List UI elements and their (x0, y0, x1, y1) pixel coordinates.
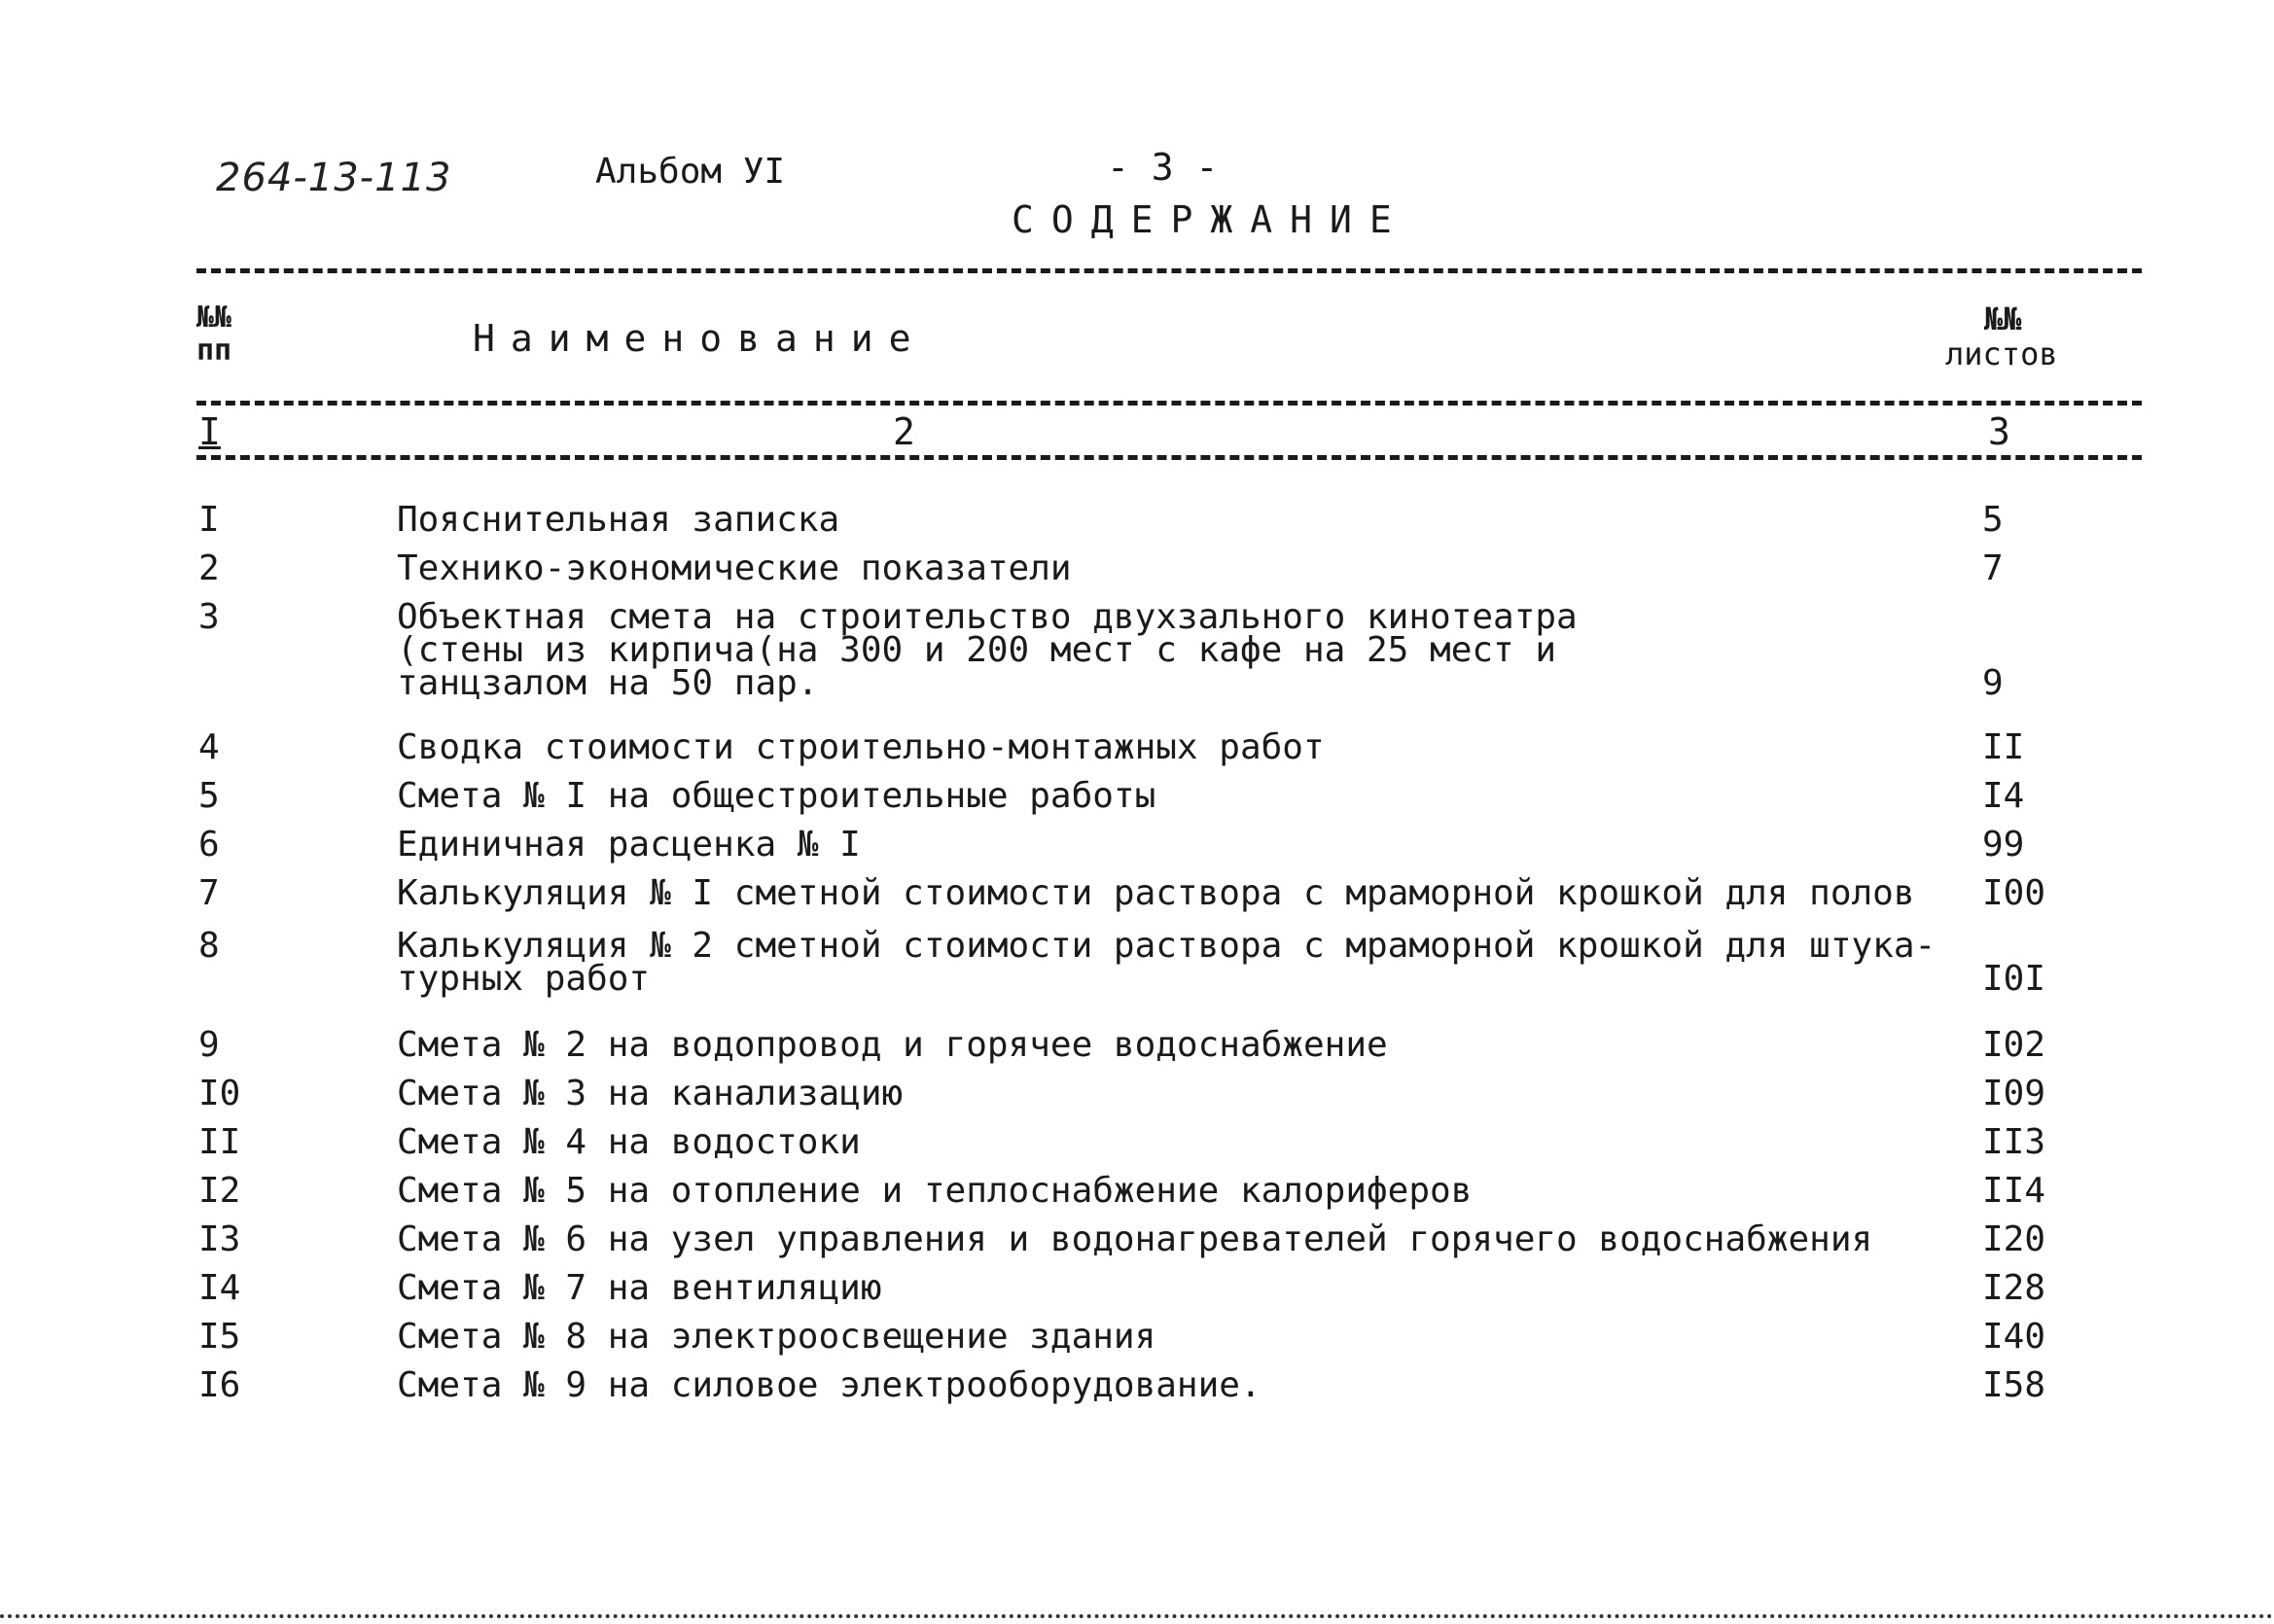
row-title-line: Технико-экономические показатели (397, 548, 1072, 588)
row-title (397, 597, 1914, 703)
divider-top (196, 268, 2142, 273)
row-title (397, 926, 1936, 999)
row-title (397, 548, 1914, 588)
row-sheet-number: I4 (1982, 776, 2025, 816)
row-number: 8 (198, 926, 220, 966)
column-header-sheets-line1: №№ (1984, 300, 2022, 337)
row-number: 5 (198, 776, 220, 816)
row-sheet-number: II3 (1982, 1122, 2046, 1162)
album-label: Альбом УI (595, 152, 786, 192)
row-sheet-number: I0I (1982, 959, 2046, 999)
row-title (397, 1219, 1914, 1259)
page-number: - 3 - (1107, 146, 1219, 189)
row-sheet-number: I58 (1982, 1365, 2046, 1405)
row-title-line: Объектная смета на строительство двухзального кинотеатра (397, 597, 1578, 637)
row-sheet-number: I02 (1982, 1025, 2046, 1065)
row-title-line: Калькуляция № I сметной стоимости раствора с мраморной крошкой для полов (397, 873, 1915, 913)
row-title (397, 1365, 1914, 1405)
row-sheet-number: I28 (1982, 1268, 2046, 1308)
row-title-line: Калькуляция № 2 сметной стоимости раствора с мраморной крошкой для штука- (397, 926, 1936, 966)
column-number-3: 3 (1984, 410, 2014, 453)
row-title (397, 727, 1914, 767)
row-number: I4 (198, 1268, 241, 1308)
row-title (397, 500, 1914, 540)
column-header-number (196, 301, 255, 368)
row-title (397, 1268, 1914, 1308)
row-title (397, 873, 1915, 913)
row-title-line: Пояснительная записка (397, 500, 840, 540)
page-title: СОДЕРЖАНИЕ (1012, 198, 1409, 241)
column-header-name: Наименование (473, 317, 927, 360)
row-title-line: (стены из кирпича(на 300 и 200 мест с кафе на 25 мест и (397, 630, 1557, 670)
row-number: 7 (198, 873, 220, 913)
row-title (397, 825, 1914, 865)
row-number: II (198, 1122, 241, 1162)
row-title-line: Сводка стоимости строительно-монтажных работ (397, 727, 1325, 767)
row-sheet-number: 5 (1982, 500, 2004, 540)
row-number: I3 (198, 1219, 241, 1259)
column-number-1: I (195, 410, 225, 453)
row-title-line: Единичная расценка № I (397, 825, 861, 865)
row-sheet-number: II4 (1982, 1171, 2046, 1211)
row-title-line: Смета № 5 на отопление и теплоснабжение калориферов (397, 1171, 1473, 1211)
row-sheet-number: I09 (1982, 1074, 2046, 1113)
row-sheet-number: 99 (1982, 825, 2025, 865)
row-title (397, 1171, 1914, 1211)
row-number: I6 (198, 1365, 241, 1405)
row-title-line: Смета № 7 на вентиляцию (397, 1268, 882, 1308)
row-number: I5 (198, 1317, 241, 1357)
row-title (397, 1025, 1914, 1065)
row-number: 6 (198, 825, 220, 865)
column-number-2: 2 (889, 410, 919, 453)
row-title-line: Смета № 2 на водопровод и горячее водоснабжение (397, 1025, 1388, 1065)
row-sheet-number: I20 (1982, 1219, 2046, 1259)
column-header-sheets (1945, 301, 2081, 371)
row-title (397, 1074, 1914, 1113)
column-header-number-line2: пп (196, 334, 232, 368)
row-title-line: Смета № 3 на канализацию (397, 1074, 904, 1113)
row-title-line: Смета № 8 на электроосвещение здания (397, 1317, 1156, 1357)
row-sheet-number: 7 (1982, 548, 2004, 588)
row-number: I (198, 500, 220, 540)
row-title-line: турных работ (397, 959, 651, 999)
row-number: I0 (198, 1074, 241, 1113)
row-number: 3 (198, 597, 220, 637)
row-title-line: Смета № 6 на узел управления и водонагревателей горячего водоснабжения (397, 1219, 1873, 1259)
row-title-line: Смета № I на общестроительные работы (397, 776, 1156, 816)
column-header-sheets-line2: листов (1945, 335, 2058, 372)
row-sheet-number: II (1982, 727, 2025, 767)
divider-header (196, 401, 2142, 406)
row-title (397, 776, 1914, 816)
row-title (397, 1317, 1914, 1357)
row-title-line: Смета № 9 на силовое электрооборудование. (397, 1365, 1261, 1405)
row-number: 4 (198, 727, 220, 767)
row-number: 2 (198, 548, 220, 588)
row-number: 9 (198, 1025, 220, 1065)
row-title-line: Смета № 4 на водостоки (397, 1122, 861, 1162)
scan-edge-border (0, 1614, 2274, 1618)
divider-column-numbers (196, 455, 2142, 460)
row-sheet-number: I40 (1982, 1317, 2046, 1357)
column-header-number-line1: №№ (196, 300, 232, 335)
row-title-line: танцзалом на 50 пар. (397, 663, 819, 703)
row-sheet-number: I00 (1982, 873, 2046, 913)
document-code: 264-13-113 (216, 156, 452, 200)
row-number: I2 (198, 1171, 241, 1211)
row-sheet-number: 9 (1982, 663, 2004, 703)
row-title (397, 1122, 1914, 1162)
